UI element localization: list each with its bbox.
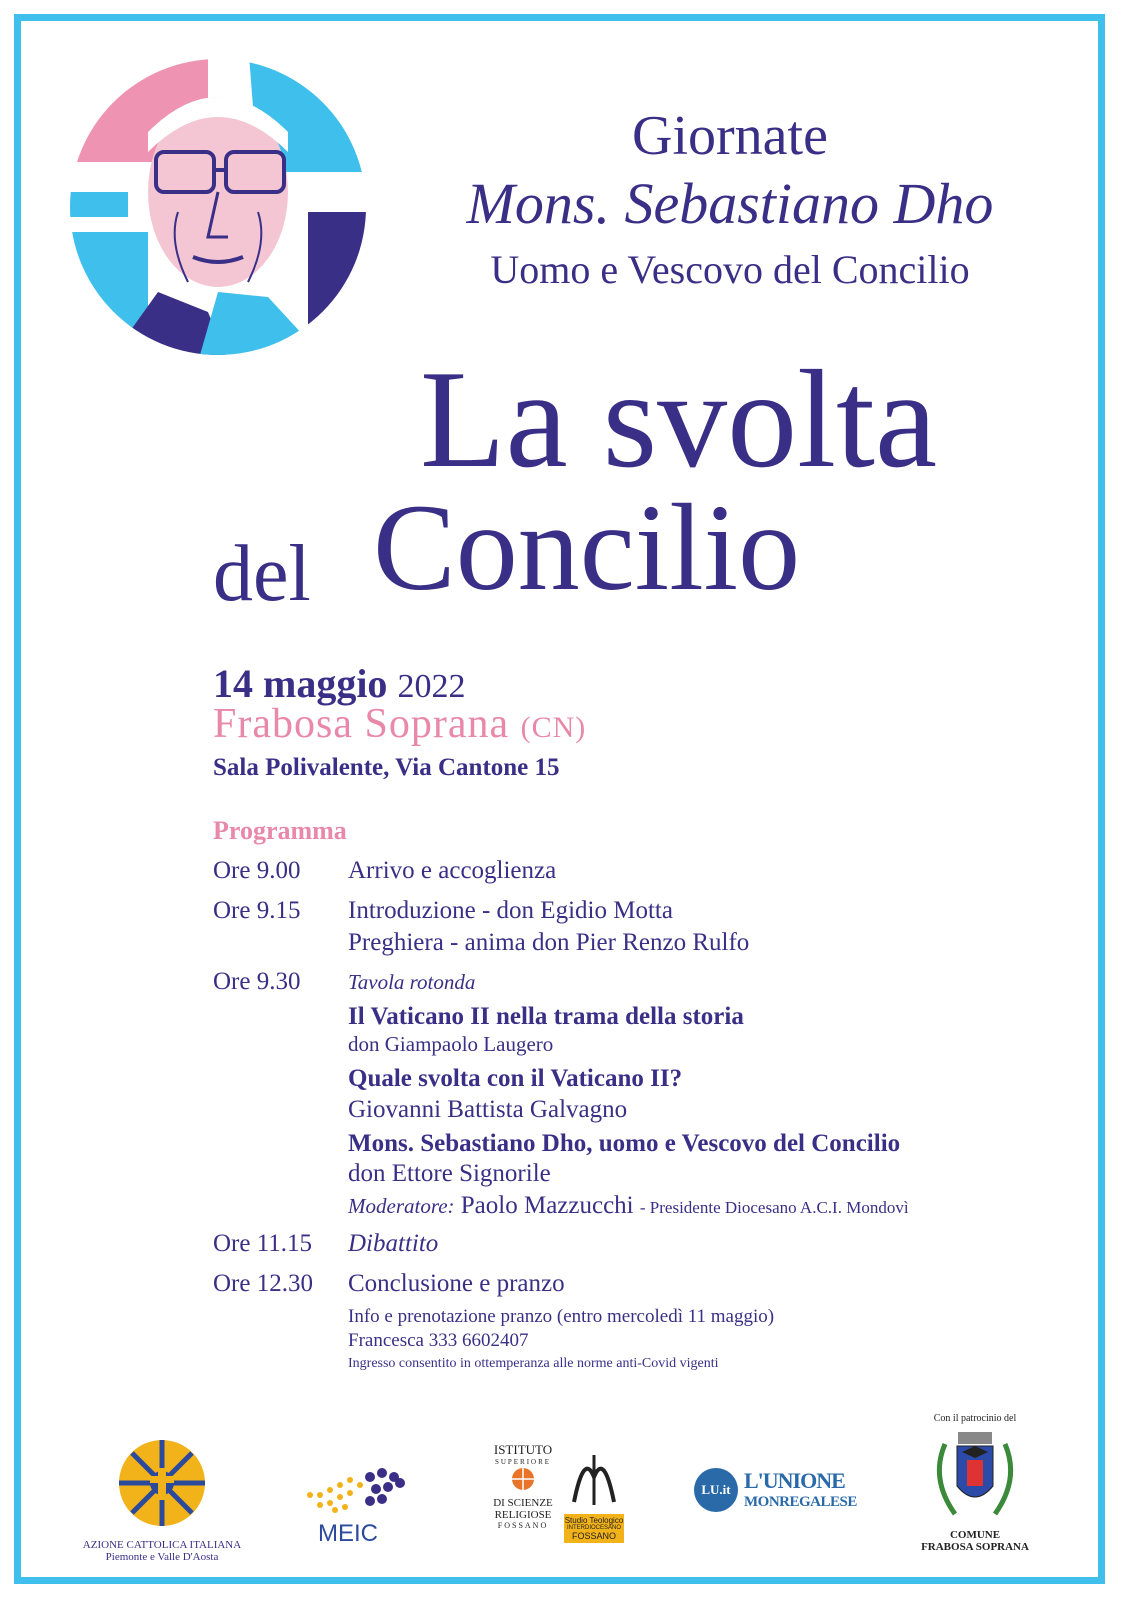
moderator-label: Moderatore: (348, 1194, 455, 1218)
patronage-text: Con il patrocinio del (933, 1413, 1017, 1424)
sti-label-box (564, 1514, 624, 1543)
issr-ball-icon (484, 1466, 562, 1492)
comune-logo (910, 1413, 1040, 1563)
header-name: Mons. Sebastiano Dho (466, 171, 994, 236)
talk-title: Mons. Sebastiano Dho, uomo e Vescovo del Concilio (348, 1130, 901, 1157)
aci-logo (72, 1438, 252, 1563)
program-time: Ore 9.15 (213, 897, 301, 924)
info-covid: Ingresso consentito in ottemperanza alle norme anti-Covid vigenti (348, 1356, 719, 1371)
info-phone: Francesca 333 6602407 (348, 1330, 529, 1351)
program-time: Ore 12.30 (213, 1270, 313, 1297)
aci-emblem-icon (72, 1438, 252, 1528)
program-text: Dibattito (348, 1230, 439, 1257)
aci-region: Piemonte e Valle D'Aosta (105, 1551, 219, 1563)
moderator-role: - Presidente Diocesano A.C.I. Mondovì (639, 1198, 909, 1217)
sti-logo (564, 1447, 624, 1547)
talk-speaker: don Ettore Signorile (348, 1160, 551, 1187)
meic-logo (300, 1465, 420, 1555)
main-title-del: del (213, 530, 311, 618)
sti-line2: INTERDIOCESANO (566, 1525, 621, 1531)
talk-title: Quale svolta con il Vaticano II? (348, 1065, 683, 1092)
event-place (213, 700, 586, 748)
program-text: Arrivo e accoglienza (348, 857, 557, 884)
sti-line3: FOSSANO (571, 1531, 616, 1541)
aci-name: AZIONE CATTOLICA ITALIANA (82, 1539, 242, 1551)
issr-line4: RELIGIOSE (494, 1509, 552, 1521)
program-text: Conclusione e pranzo (348, 1270, 565, 1297)
program-text: Preghiera - anima don Pier Renzo Rulfo (348, 929, 750, 956)
program-time: Ore 9.30 (213, 968, 301, 995)
unione-badge: LU.it (694, 1468, 738, 1512)
issr-line3: DI SCIENZE (493, 1497, 553, 1509)
event-date-year: 2022 (397, 668, 466, 705)
talk-title: Il Vaticano II nella trama della storia (348, 1003, 744, 1030)
program-text: Tavola rotonda (348, 970, 476, 994)
header-subtitle: Uomo e Vescovo del Concilio (490, 247, 970, 292)
unione-line1: L'UNIONE (744, 1468, 845, 1493)
issr-line2: SUPERIORE (494, 1458, 552, 1466)
header-giornate: Giornate (632, 105, 828, 167)
event-venue: Sala Polivalente, Via Cantone 15 (213, 754, 560, 781)
coat-of-arms-icon (910, 1424, 1040, 1524)
talk-speaker: don Giampaolo Laugero (348, 1032, 554, 1056)
program-heading: Programma (213, 816, 347, 845)
unione-line2: MONREGALESE (744, 1494, 857, 1510)
event-town: Frabosa Soprana (213, 701, 510, 747)
bishop-portrait-illustration (68, 42, 378, 362)
moderator-name: Paolo Mazzucchi (460, 1192, 634, 1219)
program-time: Ore 9.00 (213, 857, 301, 884)
sti-line1: Studio Teologico (564, 1516, 624, 1525)
program-time: Ore 11.15 (213, 1230, 313, 1257)
comune-line1: COMUNE (949, 1529, 1001, 1541)
issr-line5: FOSSANO (497, 1521, 549, 1530)
talk-speaker: Giovanni Battista Galvagno (348, 1096, 628, 1123)
moderator-line (348, 1192, 909, 1220)
main-title-concilio: Concilio (373, 479, 801, 616)
comune-line2: FRABOSA SOPRANA (921, 1541, 1029, 1553)
sti-emblem-icon (564, 1447, 624, 1509)
issr-line1: ISTITUTO (493, 1442, 553, 1457)
event-province: (CN) (520, 711, 587, 744)
issr-logo (484, 1442, 562, 1562)
meic-name: MEIC (318, 1520, 378, 1547)
event-date-day: 14 maggio (213, 661, 388, 706)
info-booking: Info e prenotazione pranzo (entro mercoledì 11 maggio) (348, 1306, 775, 1327)
main-title-la-svolta: La svolta (420, 342, 938, 497)
unione-monregalese-logo (694, 1468, 857, 1520)
meic-dots-icon (300, 1465, 420, 1515)
program-text: Introduzione - don Egidio Motta (348, 897, 673, 924)
